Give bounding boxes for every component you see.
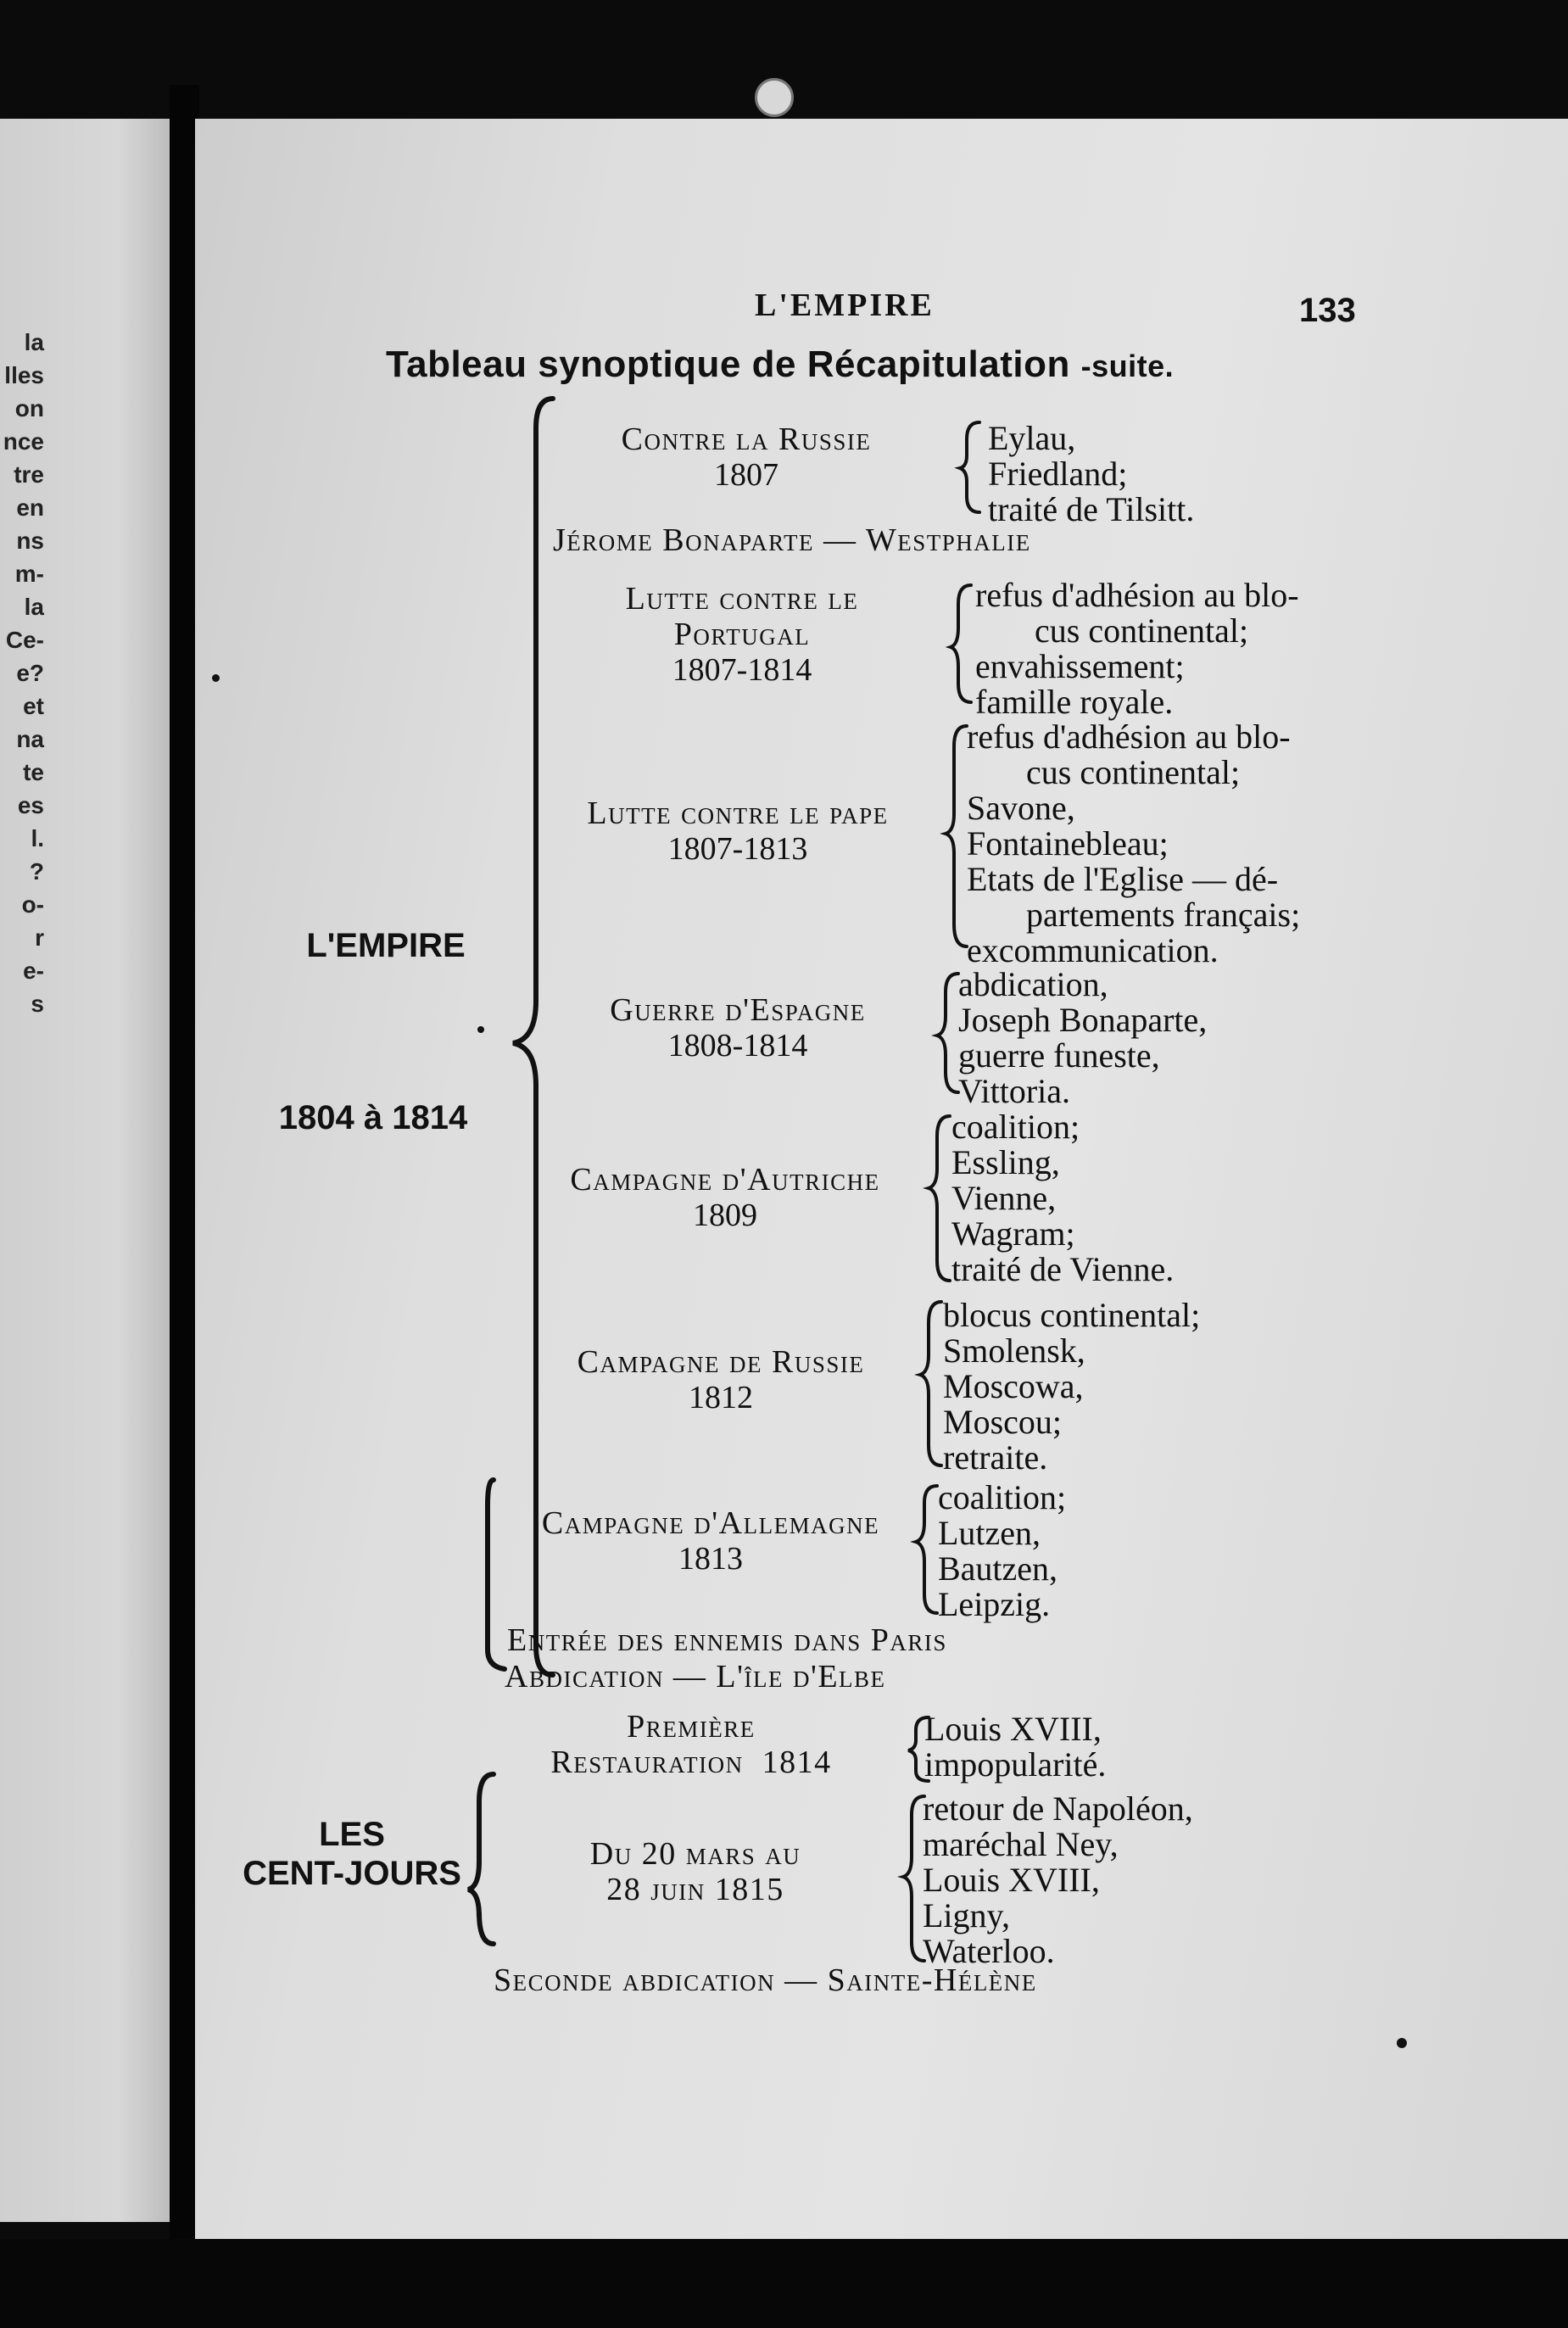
event-name-text: Restauration — [550, 1745, 744, 1780]
brace-russie-1807 — [960, 422, 979, 512]
event-pape — [547, 796, 929, 867]
detail-line: cus continental; — [1026, 753, 1241, 791]
left-page-fragment: r — [35, 924, 44, 951]
left-page-fragment: lles — [4, 362, 44, 388]
details-portugal — [975, 578, 1299, 720]
brace-portugal — [951, 585, 971, 702]
brace-allemagne — [916, 1486, 937, 1613]
details-premiere-restauration — [924, 1711, 1106, 1783]
details-espagne — [958, 967, 1207, 1109]
empire-dates: 1804 à 1814 — [278, 1099, 468, 1136]
cent-jours-label-line1: LES — [319, 1816, 385, 1853]
detail-line: Vienne, — [951, 1179, 1057, 1217]
event-name: Campagne d'Allemagne — [541, 1505, 880, 1541]
event-date: 1807-1813 — [667, 831, 808, 867]
event-date: 1812 — [689, 1380, 753, 1415]
left-page-fragment: e? — [16, 660, 44, 686]
event-date: 1807 — [714, 457, 778, 493]
left-page-fragment: l. — [31, 825, 44, 851]
line-jerome-bonaparte: Jérome Bonaparte — Westphalie — [553, 522, 1031, 558]
event-name-line1: Du 20 mars au — [589, 1836, 801, 1872]
event-autriche — [530, 1162, 920, 1233]
left-page-fragment: la — [24, 331, 44, 355]
left-page-fragment: et — [23, 693, 44, 719]
left-page-fragment: e- — [23, 957, 44, 984]
details-contre-la-russie — [988, 421, 1194, 528]
detail-line: traité de Tilsitt. — [988, 490, 1195, 528]
event-name: Lutte contre le pape — [587, 796, 889, 831]
brace-russie-1812 — [920, 1302, 941, 1465]
empire-brace-lower — [488, 1480, 505, 1669]
empire-label: L'EMPIRE — [306, 927, 466, 964]
event-date: 1813 — [678, 1541, 743, 1577]
detail-line: Bautzen, — [938, 1549, 1058, 1588]
brace-cent-jours — [903, 1796, 924, 1961]
detail-line: cus continental; — [1035, 611, 1249, 650]
left-page-fragment: te — [23, 759, 44, 785]
detail-line: famille royale. — [975, 683, 1174, 721]
left-page-fragment: en — [16, 494, 44, 521]
event-russie-1812 — [530, 1344, 912, 1415]
detail-line: traité de Vienne. — [951, 1250, 1175, 1288]
brace-pape — [946, 726, 967, 946]
brace-autriche — [929, 1116, 950, 1281]
left-page-fragment: ? — [29, 858, 44, 885]
left-page-fragment: la — [24, 594, 44, 620]
left-page-fragment: na — [16, 726, 44, 752]
detail-line: Essling, — [951, 1143, 1060, 1181]
event-date: 1809 — [693, 1197, 757, 1233]
detail-line: partements français; — [1026, 896, 1301, 934]
detail-line: Joseph Bonaparte, — [958, 1001, 1208, 1039]
left-page-fragment: o- — [21, 891, 44, 918]
detail-line: Moscowa, — [943, 1367, 1084, 1405]
detail-line: retour de Napoléon, — [923, 1789, 1193, 1828]
left-page-fragment: on — [14, 395, 44, 421]
left-page-fragment: nce — [3, 428, 44, 455]
event-name-line2: 28 juin 1815 — [606, 1872, 784, 1907]
detail-line: Fontainebleau; — [967, 824, 1169, 863]
event-name: Campagne d'Autriche — [570, 1162, 880, 1197]
detail-line: Vittoria. — [958, 1072, 1071, 1110]
left-page-fragment: tre — [14, 461, 44, 488]
details-autriche — [951, 1109, 1174, 1287]
event-name: Contre la Russie — [621, 421, 872, 457]
event-date: 1808-1814 — [667, 1028, 808, 1064]
event-date: 1807-1814 — [672, 652, 812, 688]
detail-line: Wagram; — [951, 1214, 1075, 1253]
detail-line: Friedland; — [988, 455, 1128, 493]
table-title-suffix: -suite. — [1080, 349, 1175, 383]
detail-line: maréchal Ney, — [923, 1825, 1119, 1863]
detail-line: Savone, — [967, 789, 1075, 827]
event-contre-la-russie — [577, 421, 916, 493]
details-cent-jours — [923, 1791, 1193, 1969]
detail-line: blocus continental; — [943, 1296, 1201, 1334]
event-name-line1: Première — [627, 1709, 756, 1745]
detail-line: refus d'adhésion au blo- — [975, 576, 1299, 614]
event-name-line1: Lutte contre le — [625, 581, 859, 617]
detail-line: Louis XVIII, — [924, 1710, 1102, 1748]
event-cent-jours — [517, 1836, 873, 1907]
detail-line: envahissement; — [975, 647, 1185, 685]
left-page-fragment: s — [31, 991, 44, 1017]
detail-line: Lutzen, — [938, 1514, 1041, 1552]
empire-brace — [513, 399, 553, 1675]
detail-line: excommunication. — [967, 931, 1219, 969]
line-seconde-abdication: Seconde abdication — Sainte-Hélène — [494, 1962, 1037, 1998]
event-name-line2: Portugal — [673, 617, 811, 652]
detail-line: refus d'adhésion au blo- — [967, 717, 1291, 756]
detail-line: Etats de l'Eglise — dé- — [967, 860, 1279, 898]
detail-line: impopularité. — [924, 1745, 1107, 1784]
event-name: Guerre d'Espagne — [610, 992, 866, 1028]
page-number: 133 — [1299, 292, 1356, 329]
detail-line: Waterloo. — [923, 1932, 1055, 1970]
event-name: Campagne de Russie — [577, 1344, 865, 1380]
brace-espagne — [937, 974, 958, 1092]
cent-jours-brace — [468, 1774, 494, 1944]
event-allemagne — [507, 1505, 914, 1577]
cent-jours-label-line2: CENT-JOURS — [243, 1855, 461, 1892]
detail-line: coalition; — [938, 1478, 1067, 1516]
cent-jours-label — [237, 1815, 466, 1893]
line-entree-ennemis: Entrée des ennemis dans Paris — [507, 1622, 947, 1658]
left-page-fragment: ns — [16, 528, 44, 554]
detail-line: retraite. — [943, 1438, 1048, 1477]
details-russie-1812 — [943, 1298, 1200, 1476]
detail-line: Leipzig. — [938, 1585, 1051, 1623]
detail-line: coalition; — [951, 1108, 1080, 1146]
event-portugal — [568, 581, 916, 688]
detail-line: abdication, — [958, 965, 1108, 1003]
detail-line: Louis XVIII, — [923, 1861, 1100, 1899]
event-name-line2 — [522, 1745, 861, 1780]
left-page-fragment: Ce- — [5, 627, 44, 653]
detail-line: Moscou; — [943, 1403, 1062, 1441]
event-date: 1814 — [762, 1745, 832, 1780]
event-premiere-restauration — [522, 1709, 861, 1780]
details-pape — [967, 719, 1300, 969]
left-page-fragment: m- — [14, 561, 44, 587]
detail-line: guerre funeste, — [958, 1036, 1160, 1075]
details-allemagne — [938, 1480, 1066, 1622]
detail-line: Eylau, — [988, 419, 1076, 457]
line-abdication: Abdication — L'île d'Elbe — [505, 1659, 886, 1694]
detail-line: Ligny, — [923, 1896, 1010, 1934]
table-title-text: Tableau synoptique de Récapitulation — [386, 343, 1070, 385]
detail-line: Smolensk, — [943, 1331, 1085, 1370]
left-page-fragment: es — [17, 792, 44, 818]
running-head: L'EMPIRE — [755, 288, 935, 323]
event-espagne — [564, 992, 912, 1064]
